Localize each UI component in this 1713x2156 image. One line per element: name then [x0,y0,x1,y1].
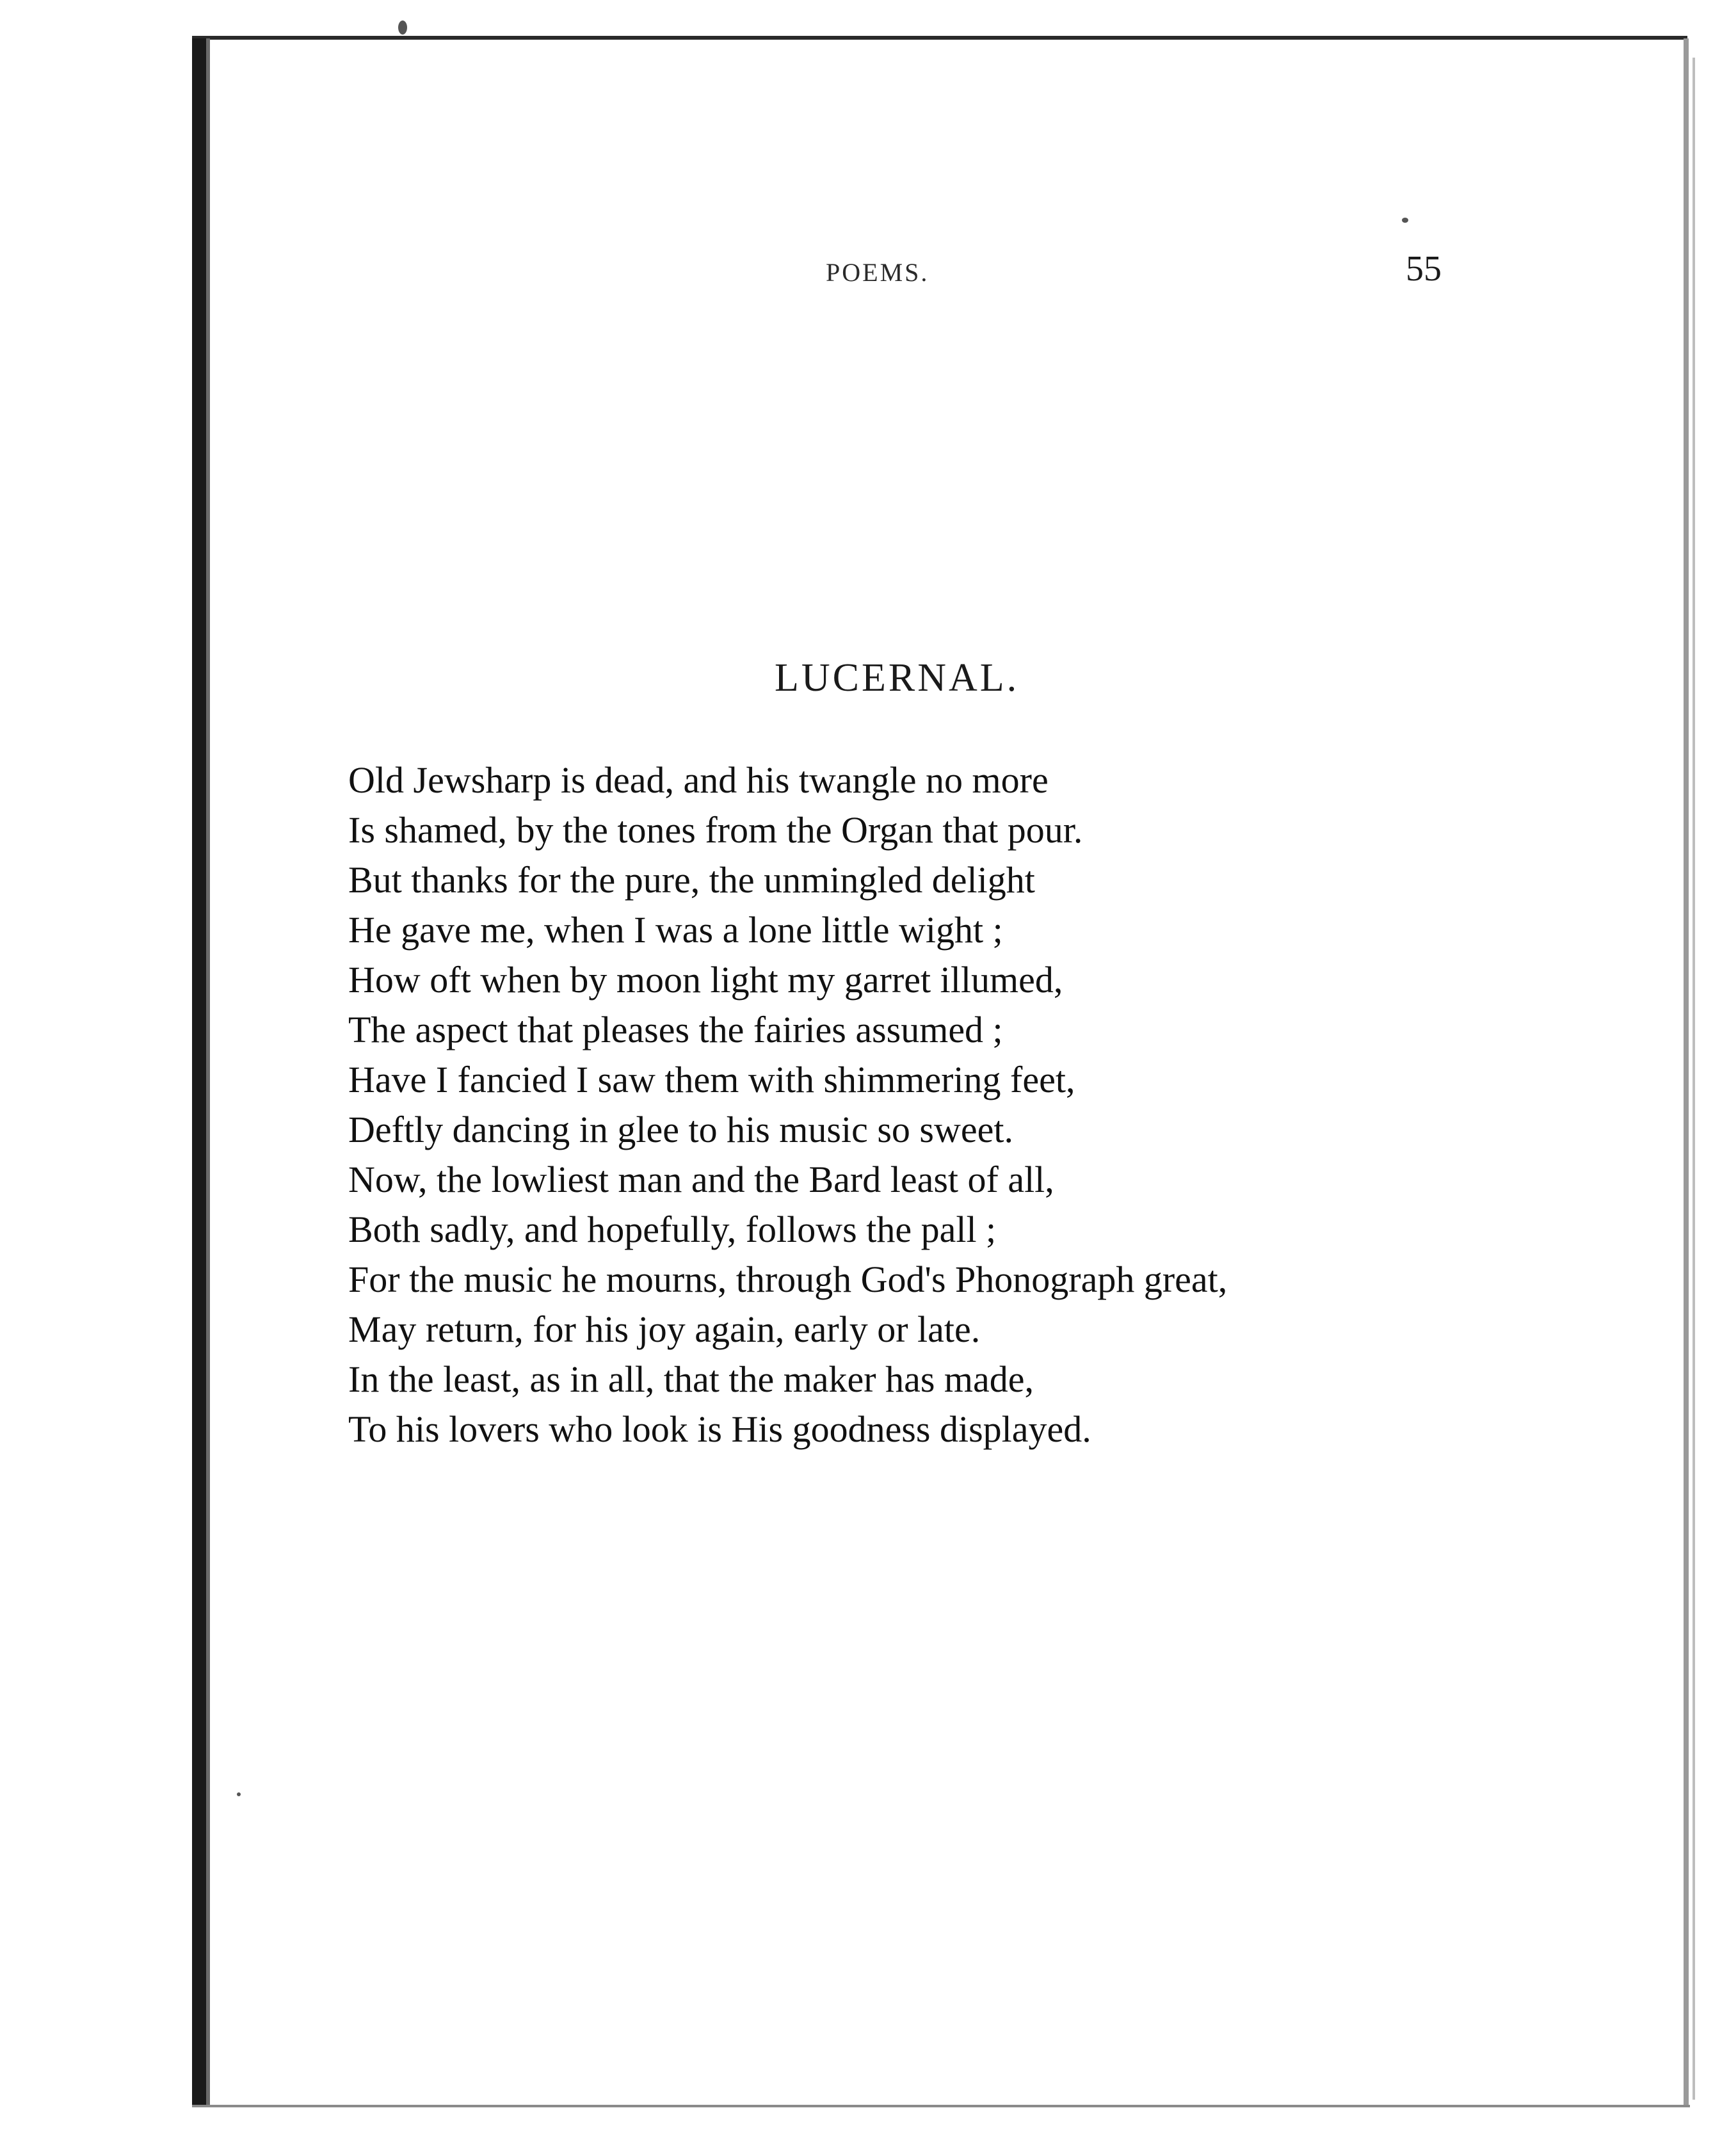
book-spine [192,38,206,2106]
page-bottom-edge [192,2105,1690,2107]
poem-line: Both sadly, and hopefully, follows the pall ; [348,1209,997,1250]
scan-speck [237,1792,241,1796]
poem-line: In the least, as in all, that the maker has made, [348,1358,1034,1400]
poem-line: To his lovers who look is His goodness displayed. [348,1408,1091,1450]
page-right-edge-inner [1693,58,1695,2100]
poem-title: LUCERNAL. [775,656,1020,700]
poem-body [348,755,1227,1454]
poem-line: He gave me, when I was a lone little wight ; [348,909,1003,951]
poem-line: The aspect that pleases the fairies assumed ; [348,1009,1003,1050]
poem-line: How oft when by moon light my garret illumed, [348,959,1063,1001]
scan-margin [0,0,17,2156]
page-number: 55 [1406,249,1442,289]
poem-line: Have I fancied I saw them with shimmering feet, [348,1059,1075,1100]
poem-line: But thanks for the pure, the unmingled delight [348,859,1035,901]
page-top-edge [192,36,1687,40]
poem-line: Deftly dancing in glee to his music so sweet. [348,1109,1013,1150]
poem-line: Now, the lowliest man and the Bard least of all, [348,1159,1054,1200]
book-spine-edge [206,38,210,2106]
poem-line: For the music he mourns, through God's Phonograph great, [348,1259,1228,1300]
poem-line: May return, for his joy again, early or late. [348,1308,981,1350]
poem-line: Is shamed, by the tones from the Organ that pour. [348,809,1083,851]
scan-speck [1402,218,1408,223]
running-head: POEMS. [826,258,929,287]
scan-speck [398,20,407,35]
poem-line: Old Jewsharp is dead, and his twangle no more [348,759,1049,801]
page-right-edge [1684,38,1689,2106]
